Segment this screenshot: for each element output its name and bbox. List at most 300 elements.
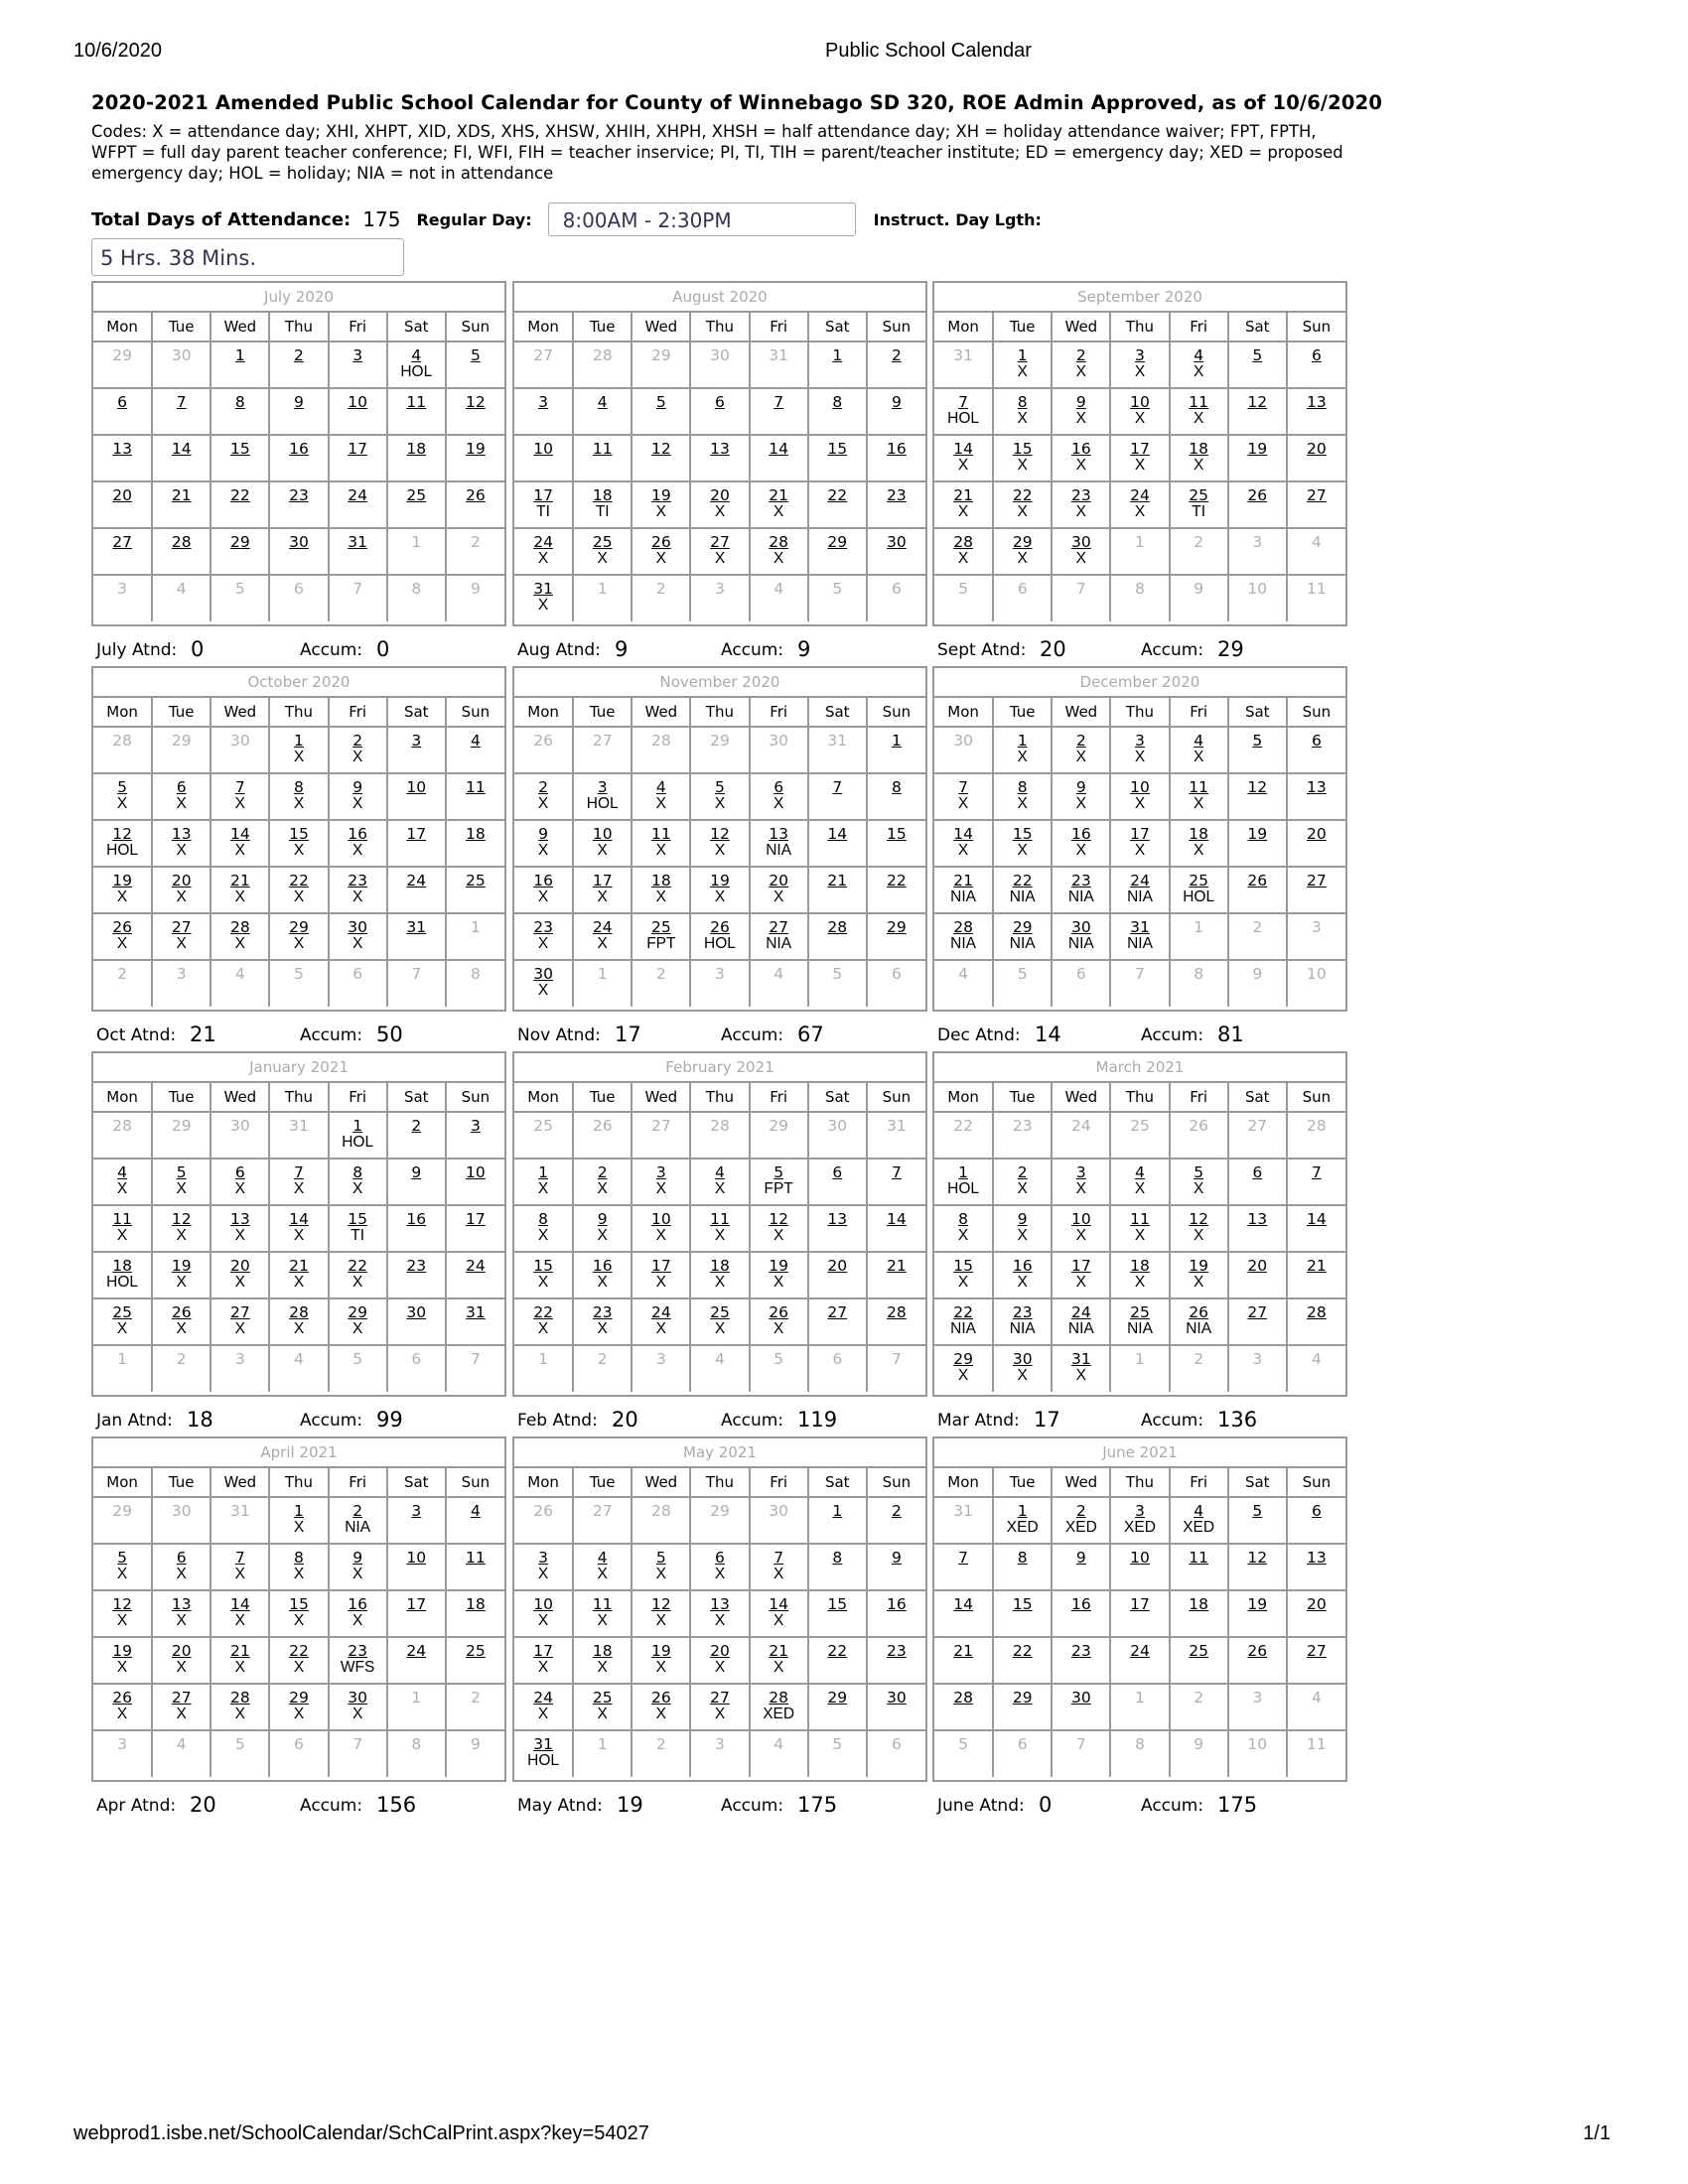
day-number-link[interactable]: 11 [406, 393, 427, 411]
day-number-link[interactable]: 5 [117, 1549, 127, 1567]
day-number-link[interactable]: 1 [832, 346, 843, 364]
day-number-link[interactable]: 16 [406, 1210, 427, 1228]
day-number-link[interactable]: 24 [466, 1257, 486, 1275]
day-number-link[interactable]: 20 [171, 872, 192, 889]
day-number-link[interactable]: 20 [171, 1642, 192, 1660]
day-number-link[interactable]: 18 [592, 1642, 613, 1660]
day-number-link[interactable]: 30 [533, 965, 553, 983]
day-number-link[interactable]: 11 [592, 1595, 613, 1613]
day-number-link[interactable]: 30 [289, 533, 309, 551]
day-number-link[interactable]: 10 [1130, 1549, 1150, 1567]
day-number-link[interactable]: 23 [1012, 1303, 1033, 1321]
day-number-link[interactable]: 29 [953, 1350, 973, 1368]
day-number-link[interactable]: 3 [538, 393, 548, 411]
day-number-link[interactable]: 20 [1307, 1595, 1327, 1613]
day-number-link[interactable]: 9 [411, 1163, 422, 1181]
day-number-link[interactable]: 23 [592, 1303, 613, 1321]
day-number-link[interactable]: 25 [1189, 872, 1208, 889]
day-number-link[interactable]: 11 [1189, 393, 1208, 411]
day-number-link[interactable]: 8 [1017, 1549, 1028, 1567]
day-number-link[interactable]: 2 [352, 1502, 363, 1520]
day-number-link[interactable]: 3 [411, 732, 422, 750]
day-number-link[interactable]: 6 [774, 778, 784, 796]
day-number-link[interactable]: 5 [470, 346, 481, 364]
day-number-link[interactable]: 1 [891, 732, 902, 750]
day-number-link[interactable]: 22 [289, 1642, 309, 1660]
day-number-link[interactable]: 10 [650, 1210, 671, 1228]
day-number-link[interactable]: 22 [827, 486, 848, 504]
day-number-link[interactable]: 18 [406, 440, 427, 458]
day-number-link[interactable]: 31 [1070, 1350, 1091, 1368]
day-number-link[interactable]: 4 [1194, 346, 1204, 364]
day-number-link[interactable]: 25 [406, 486, 427, 504]
day-number-link[interactable]: 19 [710, 872, 730, 889]
day-number-link[interactable]: 24 [348, 486, 367, 504]
day-number-link[interactable]: 16 [592, 1257, 613, 1275]
day-number-link[interactable]: 30 [1070, 918, 1091, 936]
day-number-link[interactable]: 14 [769, 1595, 788, 1613]
day-number-link[interactable]: 15 [1012, 825, 1033, 843]
day-number-link[interactable]: 3 [470, 1117, 481, 1135]
day-number-link[interactable]: 15 [533, 1257, 553, 1275]
day-number-link[interactable]: 2 [1075, 732, 1086, 750]
day-number-link[interactable]: 7 [774, 1549, 784, 1567]
day-number-link[interactable]: 24 [1130, 1642, 1150, 1660]
day-number-link[interactable]: 28 [953, 918, 973, 936]
day-number-link[interactable]: 17 [1130, 825, 1150, 843]
day-number-link[interactable]: 25 [466, 1642, 486, 1660]
day-number-link[interactable]: 31 [348, 533, 367, 551]
day-number-link[interactable]: 26 [112, 1689, 132, 1706]
day-number-link[interactable]: 19 [171, 1257, 192, 1275]
day-number-link[interactable]: 7 [832, 778, 843, 796]
day-number-link[interactable]: 25 [1189, 486, 1208, 504]
day-number-link[interactable]: 27 [171, 918, 192, 936]
day-number-link[interactable]: 13 [1307, 778, 1327, 796]
day-number-link[interactable]: 1 [538, 1163, 548, 1181]
day-number-link[interactable]: 22 [1012, 1642, 1033, 1660]
day-number-link[interactable]: 1 [832, 1502, 843, 1520]
day-number-link[interactable]: 19 [1247, 1595, 1268, 1613]
day-number-link[interactable]: 12 [1247, 1549, 1268, 1567]
day-number-link[interactable]: 3 [1135, 346, 1145, 364]
day-number-link[interactable]: 6 [176, 778, 187, 796]
day-number-link[interactable]: 13 [1307, 393, 1327, 411]
day-number-link[interactable]: 19 [650, 1642, 671, 1660]
day-number-link[interactable]: 14 [953, 825, 973, 843]
day-number-link[interactable]: 7 [774, 393, 784, 411]
day-number-link[interactable]: 21 [289, 1257, 309, 1275]
day-number-link[interactable]: 24 [406, 1642, 427, 1660]
day-number-link[interactable]: 15 [887, 825, 907, 843]
day-number-link[interactable]: 24 [1130, 872, 1150, 889]
day-number-link[interactable]: 30 [887, 1689, 907, 1706]
day-number-link[interactable]: 14 [887, 1210, 907, 1228]
day-number-link[interactable]: 14 [769, 440, 788, 458]
day-number-link[interactable]: 28 [769, 1689, 788, 1706]
day-number-link[interactable]: 8 [832, 1549, 843, 1567]
day-number-link[interactable]: 15 [289, 1595, 309, 1613]
day-number-link[interactable]: 21 [827, 872, 848, 889]
day-number-link[interactable]: 4 [411, 346, 422, 364]
day-number-link[interactable]: 14 [289, 1210, 309, 1228]
day-number-link[interactable]: 19 [650, 486, 671, 504]
day-number-link[interactable]: 1 [958, 1163, 968, 1181]
day-number-link[interactable]: 2 [1075, 346, 1086, 364]
day-number-link[interactable]: 29 [1012, 1689, 1033, 1706]
day-number-link[interactable]: 10 [348, 393, 367, 411]
day-number-link[interactable]: 13 [171, 825, 192, 843]
day-number-link[interactable]: 3 [352, 346, 363, 364]
day-number-link[interactable]: 14 [229, 825, 250, 843]
day-number-link[interactable]: 9 [597, 1210, 608, 1228]
day-number-link[interactable]: 14 [827, 825, 848, 843]
day-number-link[interactable]: 16 [533, 872, 553, 889]
day-number-link[interactable]: 29 [348, 1303, 367, 1321]
day-number-link[interactable]: 23 [533, 918, 553, 936]
day-number-link[interactable]: 12 [112, 1595, 132, 1613]
day-number-link[interactable]: 8 [832, 393, 843, 411]
day-number-link[interactable]: 29 [827, 533, 848, 551]
day-number-link[interactable]: 15 [1012, 1595, 1033, 1613]
day-number-link[interactable]: 6 [1252, 1163, 1263, 1181]
day-number-link[interactable]: 8 [1017, 778, 1028, 796]
day-number-link[interactable]: 30 [1070, 1689, 1091, 1706]
day-number-link[interactable]: 12 [769, 1210, 788, 1228]
day-number-link[interactable]: 9 [352, 778, 363, 796]
day-number-link[interactable]: 30 [1070, 533, 1091, 551]
day-number-link[interactable]: 27 [710, 1689, 730, 1706]
day-number-link[interactable]: 19 [1247, 825, 1268, 843]
day-number-link[interactable]: 5 [1252, 346, 1263, 364]
day-number-link[interactable]: 8 [294, 778, 304, 796]
day-number-link[interactable]: 5 [1194, 1163, 1204, 1181]
day-number-link[interactable]: 20 [1247, 1257, 1268, 1275]
day-number-link[interactable]: 29 [827, 1689, 848, 1706]
day-number-link[interactable]: 6 [1311, 346, 1322, 364]
day-number-link[interactable]: 24 [592, 918, 613, 936]
day-number-link[interactable]: 27 [1307, 486, 1327, 504]
day-number-link[interactable]: 22 [229, 486, 250, 504]
day-number-link[interactable]: 19 [769, 1257, 788, 1275]
day-number-link[interactable]: 12 [171, 1210, 192, 1228]
day-number-link[interactable]: 10 [1130, 778, 1150, 796]
day-number-link[interactable]: 14 [953, 440, 973, 458]
day-number-link[interactable]: 2 [891, 346, 902, 364]
day-number-link[interactable]: 12 [1189, 1210, 1208, 1228]
day-number-link[interactable]: 20 [229, 1257, 250, 1275]
day-number-link[interactable]: 1 [294, 732, 304, 750]
day-number-link[interactable]: 15 [229, 440, 250, 458]
day-number-link[interactable]: 14 [953, 1595, 973, 1613]
day-number-link[interactable]: 6 [117, 393, 127, 411]
day-number-link[interactable]: 17 [1130, 1595, 1150, 1613]
day-number-link[interactable]: 23 [289, 486, 309, 504]
day-number-link[interactable]: 10 [1070, 1210, 1091, 1228]
day-number-link[interactable]: 29 [289, 1689, 309, 1706]
day-number-link[interactable]: 15 [827, 1595, 848, 1613]
day-number-link[interactable]: 6 [715, 1549, 725, 1567]
day-number-link[interactable]: 25 [592, 1689, 613, 1706]
day-number-link[interactable]: 18 [1189, 440, 1208, 458]
day-number-link[interactable]: 4 [470, 1502, 481, 1520]
day-number-link[interactable]: 30 [348, 918, 367, 936]
day-number-link[interactable]: 11 [1189, 778, 1208, 796]
day-number-link[interactable]: 23 [406, 1257, 427, 1275]
day-number-link[interactable]: 2 [411, 1117, 422, 1135]
day-number-link[interactable]: 25 [1130, 1303, 1150, 1321]
day-number-link[interactable]: 8 [294, 1549, 304, 1567]
day-number-link[interactable]: 11 [592, 440, 613, 458]
day-number-link[interactable]: 23 [348, 1642, 367, 1660]
day-number-link[interactable]: 18 [1189, 1595, 1208, 1613]
day-number-link[interactable]: 15 [1012, 440, 1033, 458]
day-number-link[interactable]: 19 [1247, 440, 1268, 458]
day-number-link[interactable]: 4 [117, 1163, 127, 1181]
day-number-link[interactable]: 13 [1247, 1210, 1268, 1228]
day-number-link[interactable]: 19 [112, 1642, 132, 1660]
day-number-link[interactable]: 10 [1130, 393, 1150, 411]
day-number-link[interactable]: 17 [466, 1210, 486, 1228]
day-number-link[interactable]: 30 [1012, 1350, 1033, 1368]
day-number-link[interactable]: 28 [953, 533, 973, 551]
day-number-link[interactable]: 5 [1252, 732, 1263, 750]
day-number-link[interactable]: 18 [466, 825, 486, 843]
day-number-link[interactable]: 1 [294, 1502, 304, 1520]
day-number-link[interactable]: 5 [715, 778, 725, 796]
day-number-link[interactable]: 7 [958, 393, 968, 411]
day-number-link[interactable]: 4 [597, 393, 608, 411]
day-number-link[interactable]: 16 [1070, 825, 1091, 843]
day-number-link[interactable]: 10 [466, 1163, 486, 1181]
day-number-link[interactable]: 26 [1247, 1642, 1268, 1660]
day-number-link[interactable]: 13 [827, 1210, 848, 1228]
day-number-link[interactable]: 30 [887, 533, 907, 551]
day-number-link[interactable]: 18 [592, 486, 613, 504]
day-number-link[interactable]: 15 [289, 825, 309, 843]
day-number-link[interactable]: 28 [953, 1689, 973, 1706]
day-number-link[interactable]: 7 [234, 778, 245, 796]
day-number-link[interactable]: 21 [953, 486, 973, 504]
day-number-link[interactable]: 2 [891, 1502, 902, 1520]
day-number-link[interactable]: 16 [348, 825, 367, 843]
day-number-link[interactable]: 18 [1130, 1257, 1150, 1275]
day-number-link[interactable]: 28 [289, 1303, 309, 1321]
day-number-link[interactable]: 10 [406, 778, 427, 796]
day-number-link[interactable]: 1 [1017, 346, 1028, 364]
day-number-link[interactable]: 8 [538, 1210, 548, 1228]
day-number-link[interactable]: 12 [1247, 393, 1268, 411]
day-number-link[interactable]: 12 [650, 440, 671, 458]
day-number-link[interactable]: 16 [289, 440, 309, 458]
day-number-link[interactable]: 28 [827, 918, 848, 936]
day-number-link[interactable]: 17 [406, 1595, 427, 1613]
day-number-link[interactable]: 9 [1075, 778, 1086, 796]
day-number-link[interactable]: 1 [352, 1117, 363, 1135]
day-number-link[interactable]: 13 [171, 1595, 192, 1613]
day-number-link[interactable]: 3 [1135, 1502, 1145, 1520]
day-number-link[interactable]: 12 [710, 825, 730, 843]
day-number-link[interactable]: 13 [710, 1595, 730, 1613]
day-number-link[interactable]: 21 [953, 1642, 973, 1660]
day-number-link[interactable]: 22 [289, 872, 309, 889]
day-number-link[interactable]: 26 [1189, 1303, 1208, 1321]
day-number-link[interactable]: 15 [953, 1257, 973, 1275]
day-number-link[interactable]: 7 [234, 1549, 245, 1567]
day-number-link[interactable]: 13 [229, 1210, 250, 1228]
day-number-link[interactable]: 18 [710, 1257, 730, 1275]
day-number-link[interactable]: 25 [592, 533, 613, 551]
day-number-link[interactable]: 5 [655, 393, 666, 411]
day-number-link[interactable]: 31 [406, 918, 427, 936]
day-number-link[interactable]: 26 [171, 1303, 192, 1321]
day-number-link[interactable]: 11 [1130, 1210, 1150, 1228]
day-number-link[interactable]: 22 [827, 1642, 848, 1660]
day-number-link[interactable]: 31 [466, 1303, 486, 1321]
day-number-link[interactable]: 9 [1017, 1210, 1028, 1228]
day-number-link[interactable]: 16 [887, 1595, 907, 1613]
day-number-link[interactable]: 11 [710, 1210, 730, 1228]
day-number-link[interactable]: 17 [348, 440, 367, 458]
day-number-link[interactable]: 18 [112, 1257, 132, 1275]
day-number-link[interactable]: 6 [832, 1163, 843, 1181]
day-number-link[interactable]: 16 [348, 1595, 367, 1613]
day-number-link[interactable]: 15 [827, 440, 848, 458]
day-number-link[interactable]: 13 [769, 825, 788, 843]
day-number-link[interactable]: 13 [1307, 1549, 1327, 1567]
day-number-link[interactable]: 5 [655, 1549, 666, 1567]
day-number-link[interactable]: 7 [294, 1163, 304, 1181]
day-number-link[interactable]: 31 [1130, 918, 1150, 936]
day-number-link[interactable]: 23 [887, 486, 907, 504]
day-number-link[interactable]: 3 [1075, 1163, 1086, 1181]
day-number-link[interactable]: 16 [1070, 1595, 1091, 1613]
day-number-link[interactable]: 6 [234, 1163, 245, 1181]
day-number-link[interactable]: 17 [406, 825, 427, 843]
day-number-link[interactable]: 29 [229, 533, 250, 551]
day-number-link[interactable]: 4 [1194, 732, 1204, 750]
day-number-link[interactable]: 20 [1307, 440, 1327, 458]
day-number-link[interactable]: 12 [650, 1595, 671, 1613]
day-number-link[interactable]: 9 [352, 1549, 363, 1567]
day-number-link[interactable]: 20 [827, 1257, 848, 1275]
day-number-link[interactable]: 25 [466, 872, 486, 889]
day-number-link[interactable]: 2 [294, 346, 304, 364]
day-number-link[interactable]: 4 [1194, 1502, 1204, 1520]
day-number-link[interactable]: 4 [655, 778, 666, 796]
day-number-link[interactable]: 22 [953, 1303, 973, 1321]
day-number-link[interactable]: 26 [112, 918, 132, 936]
day-number-link[interactable]: 9 [1075, 1549, 1086, 1567]
day-number-link[interactable]: 8 [1017, 393, 1028, 411]
day-number-link[interactable]: 30 [348, 1689, 367, 1706]
day-number-link[interactable]: 10 [592, 825, 613, 843]
day-number-link[interactable]: 9 [891, 393, 902, 411]
day-number-link[interactable]: 2 [1075, 1502, 1086, 1520]
day-number-link[interactable]: 5 [1252, 1502, 1263, 1520]
day-number-link[interactable]: 28 [1307, 1303, 1327, 1321]
day-number-link[interactable]: 27 [112, 533, 132, 551]
day-number-link[interactable]: 10 [406, 1549, 427, 1567]
day-number-link[interactable]: 20 [710, 486, 730, 504]
day-number-link[interactable]: 26 [650, 1689, 671, 1706]
day-number-link[interactable]: 17 [1070, 1257, 1091, 1275]
day-number-link[interactable]: 26 [650, 533, 671, 551]
day-number-link[interactable]: 10 [533, 1595, 553, 1613]
day-number-link[interactable]: 5 [774, 1163, 784, 1181]
day-number-link[interactable]: 16 [1070, 440, 1091, 458]
day-number-link[interactable]: 24 [406, 872, 427, 889]
day-number-link[interactable]: 6 [715, 393, 725, 411]
day-number-link[interactable]: 16 [887, 440, 907, 458]
day-number-link[interactable]: 24 [1070, 1303, 1091, 1321]
day-number-link[interactable]: 3 [1135, 732, 1145, 750]
day-number-link[interactable]: 11 [112, 1210, 132, 1228]
day-number-link[interactable]: 8 [891, 778, 902, 796]
day-number-link[interactable]: 24 [1130, 486, 1150, 504]
day-number-link[interactable]: 8 [958, 1210, 968, 1228]
day-number-link[interactable]: 26 [1247, 486, 1268, 504]
day-number-link[interactable]: 17 [533, 486, 553, 504]
day-number-link[interactable]: 6 [1311, 1502, 1322, 1520]
day-number-link[interactable]: 12 [112, 825, 132, 843]
day-number-link[interactable]: 23 [348, 872, 367, 889]
day-number-link[interactable]: 1 [234, 346, 245, 364]
day-number-link[interactable]: 9 [538, 825, 548, 843]
day-number-link[interactable]: 19 [1189, 1257, 1208, 1275]
day-number-link[interactable]: 26 [710, 918, 730, 936]
day-number-link[interactable]: 20 [769, 872, 788, 889]
day-number-link[interactable]: 26 [1247, 872, 1268, 889]
day-number-link[interactable]: 28 [229, 918, 250, 936]
day-number-link[interactable]: 20 [1307, 825, 1327, 843]
day-number-link[interactable]: 17 [1130, 440, 1150, 458]
day-number-link[interactable]: 21 [171, 486, 192, 504]
day-number-link[interactable]: 21 [769, 1642, 788, 1660]
day-number-link[interactable]: 22 [533, 1303, 553, 1321]
day-number-link[interactable]: 23 [1070, 1642, 1091, 1660]
day-number-link[interactable]: 7 [176, 393, 187, 411]
day-number-link[interactable]: 2 [1017, 1163, 1028, 1181]
day-number-link[interactable]: 28 [229, 1689, 250, 1706]
day-number-link[interactable]: 6 [176, 1549, 187, 1567]
day-number-link[interactable]: 17 [650, 1257, 671, 1275]
day-number-link[interactable]: 11 [650, 825, 671, 843]
day-number-link[interactable]: 9 [891, 1549, 902, 1567]
regular-day-field[interactable]: 8:00AM - 2:30PM [548, 203, 856, 236]
day-number-link[interactable]: 24 [533, 1689, 553, 1706]
day-number-link[interactable]: 1 [1017, 1502, 1028, 1520]
day-number-link[interactable]: 31 [533, 580, 553, 598]
day-number-link[interactable]: 21 [769, 486, 788, 504]
day-number-link[interactable]: 22 [348, 1257, 367, 1275]
day-number-link[interactable]: 27 [710, 533, 730, 551]
day-number-link[interactable]: 21 [887, 1257, 907, 1275]
day-number-link[interactable]: 8 [234, 393, 245, 411]
day-number-link[interactable]: 28 [769, 533, 788, 551]
day-number-link[interactable]: 11 [1189, 1549, 1208, 1567]
day-number-link[interactable]: 15 [348, 1210, 367, 1228]
day-number-link[interactable]: 26 [769, 1303, 788, 1321]
day-number-link[interactable]: 3 [411, 1502, 422, 1520]
day-number-link[interactable]: 23 [1070, 872, 1091, 889]
day-number-link[interactable]: 12 [1247, 778, 1268, 796]
day-number-link[interactable]: 13 [710, 440, 730, 458]
day-number-link[interactable]: 23 [887, 1642, 907, 1660]
day-number-link[interactable]: 12 [466, 393, 486, 411]
day-number-link[interactable]: 27 [1247, 1303, 1268, 1321]
day-number-link[interactable]: 19 [112, 872, 132, 889]
